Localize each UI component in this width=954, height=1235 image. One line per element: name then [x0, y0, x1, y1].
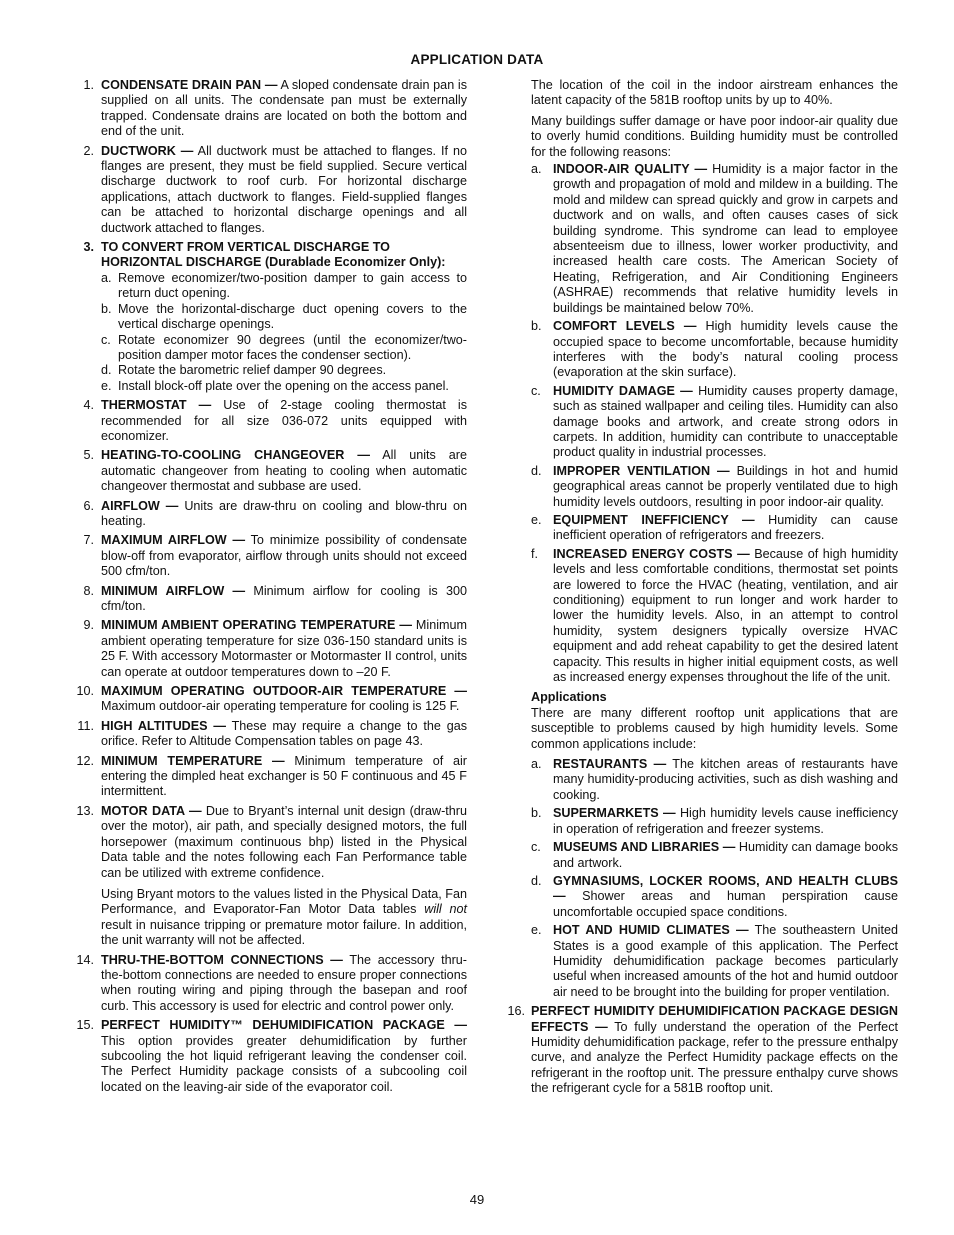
list-item: [70, 584, 467, 615]
sub-item-text: Rotate the barometric relief damper 90 degrees.: [118, 363, 387, 378]
item-text: Minimum ambient operating temperature for size 036-150 standard units is 25 F. With accessory Motormaster or Motormaster II control, units can operate at outdoor temperatures down to –20 F.: [101, 618, 467, 679]
item-heading: EQUIPMENT INEFFICIENCY —: [553, 512, 755, 527]
item-heading: PERFECT HUMIDITY DEHUMIDIFICATION PACKAGE DESIGN EFFECTS —: [531, 1004, 898, 1034]
item-heading: DUCTWORK —: [101, 143, 194, 158]
item-text: Humidity can cause inefficient operation of refrigerators and freezers.: [553, 512, 898, 543]
list-item: [70, 240, 467, 394]
item-number: 13.: [76, 803, 94, 818]
paragraph: There are many different rooftop unit applications that are susceptible to problems caused by high humidity levels. Some common applications include:: [531, 705, 898, 751]
item-heading: MINIMUM AIRFLOW —: [101, 583, 246, 598]
item-text: Humidity causes property damage, such as stained wallpaper and ceiling tiles. Humidity can also damage books and artwork, and create strong odors in carpets. In addition, humidity can contribute to unacceptable product quality in industrial processes.: [553, 383, 899, 460]
item-text: These may require a change to the gas orifice. Refer to Altitude Compensation tables on page 43.: [101, 718, 467, 749]
item-heading: MOTOR DATA —: [101, 803, 202, 818]
item-text: To minimize possibility of condensate blow-off from evaporator, airflow through units should not exceed 500 cfm/ton.: [101, 533, 467, 579]
item-number: 7.: [83, 533, 94, 548]
item-heading: HOT AND HUMID CLIMATES —: [553, 923, 749, 938]
item-number: 14.: [76, 952, 94, 967]
list-item: [531, 757, 898, 803]
item-letter: f.: [531, 546, 538, 561]
item-text: Because of high humidity levels and less comfortable conditions, thermostat set points are lowered to force the HVAC (heating, ventilation, and air conditioning) equipment to run longer and work harder to lower the humidity levels. Also, in an attempt to control humidity, system designers typically oversize HVAC equipment and add reheat capability to get the desired latent capacity. This results in higher initial equipment costs, as well as increased energy expenses throughout the life of the unit.: [553, 546, 898, 685]
list-item: [70, 398, 467, 444]
item-heading: MINIMUM AMBIENT OPERATING TEMPERATURE —: [101, 618, 412, 633]
list-item: [70, 499, 467, 530]
item-text: Minimum temperature of air entering the dimpled heat exchanger is 50 F continuous and 45 F intermittent.: [101, 753, 467, 799]
item-number: 2.: [83, 143, 94, 158]
list-item: [531, 513, 898, 544]
item-letter: d.: [531, 873, 542, 888]
item-text: Shower areas and human perspiration cause uncomfortable occupied space conditions.: [553, 889, 898, 919]
sub-item-text: Move the horizontal-discharge duct opening covers to the vertical discharge openings.: [118, 301, 467, 332]
sub-item: [101, 363, 467, 378]
item-text: Using Bryant motors to the values listed in the Physical Data, Fan Performance, and Evaporator-Fan Motor Data tables: [101, 886, 467, 917]
left-column: [70, 78, 467, 1099]
item-emphasis: will not: [424, 902, 467, 917]
item-text: A sloped condensate drain pan is supplied on all units. The condensate pan must be externally trapped. Condensate drains are located on both the bottom and end of the unit.: [101, 78, 467, 139]
item-text: This option provides greater dehumidification by further subcooling the hot liquid refrigerant leaving the condenser coil. The Perfect Humidity package consists of a subcooling coil located on the leaving-air side of the evaporator coil.: [101, 1033, 467, 1094]
sub-item: [101, 333, 467, 364]
item-heading: MAXIMUM OPERATING OUTDOOR-AIR TEMPERATURE —: [101, 684, 467, 699]
item-heading: RESTAURANTS —: [553, 757, 667, 772]
item-heading: MAXIMUM AIRFLOW —: [101, 533, 246, 548]
list-item: [70, 953, 467, 1015]
item-text: The accessory thru-the-bottom connections are needed to ensure proper connections when routing wiring and piping through the basepan and roof curb. This accessory is used for electric and control power only.: [101, 952, 467, 1013]
list-item: [70, 78, 467, 140]
item-number: 6.: [83, 498, 94, 513]
sub-item-text: Remove economizer/two-position damper to gain access to return duct opening.: [118, 270, 467, 301]
applications-list: [505, 757, 898, 1000]
reasons-list: [505, 162, 898, 685]
item-heading: INCREASED ENERGY COSTS —: [553, 546, 750, 561]
item-text: High humidity levels cause inefficiency in operation of refrigeration and freezer systems.: [553, 806, 899, 836]
item-text: Due to Bryant’s internal unit design (draw-thru over the motor), air path, and specially designed motors, the full horsepower (maximum continuous bhp) listed in the Physical Data table and the notes following each Fan Performance table can be utilized with extreme confidence.: [101, 803, 467, 880]
item-number: 3.: [83, 240, 94, 255]
item-heading: COMFORT LEVELS —: [553, 319, 697, 334]
list-item: [70, 684, 467, 715]
item-number: 11.: [77, 718, 94, 733]
item-text: result in nuisance tripping or premature motor failure. In addition, the unit warranty will not be affected.: [101, 917, 467, 948]
right-column: [505, 78, 898, 1101]
section-heading: Applications: [531, 690, 607, 705]
item-text: Units are draw-thru on cooling and blow-thru on heating.: [101, 498, 468, 528]
item-text: Humidity is a major factor in the growth and propagation of mold and mildew in a building. The mold and mildew can spread quickly and grow in carpets and ductwork and on walls, and often causes cases of sick building syndrome. This syndrome can lead to employee absenteeism due to illness, lower worker productivity, and increased health care costs. The American Society of Heating, Refrigeration, and Air Conditioning Engineers (ASHRAE) recommends that relative humidity levels in buildings be maintained below 70%.: [553, 162, 898, 315]
item-heading: GYMNASIUMS, LOCKER ROOMS, AND HEALTH CLUBS —: [553, 873, 898, 904]
list-item: [70, 754, 467, 800]
item-heading: PERFECT HUMIDITY™ DEHUMIDIFICATION PACKAGE —: [101, 1018, 467, 1033]
item-text: To fully understand the operation of the Perfect Humidity dehumidification package, refer to the pressure enthalpy curve, and analyze the Perfect Humidity package effects on the refrigerant in the rooftop unit. The pressure enthalpy curve shows the refrigerant cycle for a 581B rooftop unit.: [531, 1019, 898, 1096]
item-heading: HUMIDITY DAMAGE —: [553, 383, 693, 398]
item-letter: d.: [531, 463, 542, 478]
list-item: [531, 840, 898, 871]
sub-item-letter: b.: [101, 301, 112, 316]
sub-item: [101, 271, 467, 302]
item-text: Maximum outdoor-air operating temperature for cooling is 125 F.: [101, 699, 460, 714]
list-item: [531, 874, 898, 920]
sub-item-text: Install block-off plate over the opening on the access panel.: [118, 378, 449, 393]
item-number: 15.: [76, 1018, 94, 1033]
paragraph: The location of the coil in the indoor airstream enhances the latent capacity of the 581B rooftop units by up to 40%.: [531, 78, 898, 108]
sub-item-letter: d.: [101, 363, 112, 378]
item-number: 16.: [507, 1004, 525, 1019]
sub-item: [101, 379, 467, 394]
list-item: [70, 804, 467, 949]
list-item: [531, 319, 898, 381]
list-item: [531, 162, 898, 316]
item-text: All units are automatic changeover from heating to cooling when automatic changeover thermostat and subbase are used.: [101, 448, 467, 494]
item-letter: a.: [531, 757, 542, 772]
list-item: [531, 806, 898, 837]
item-number: 5.: [83, 448, 94, 463]
list-item: [70, 719, 467, 750]
item-heading: TO CONVERT FROM VERTICAL DISCHARGE TO HORIZONTAL DISCHARGE (Durablade Economizer Only):: [101, 240, 446, 270]
list-item: [505, 1004, 898, 1096]
list-item: [531, 464, 898, 510]
item-text: The kitchen areas of restaurants have many humidity-producing activities, such as dish washing and cooking.: [553, 757, 898, 802]
sub-item: [101, 302, 467, 333]
list-item: [70, 448, 467, 494]
item-text: Minimum airflow for cooling is 300 cfm/ton.: [101, 583, 467, 613]
sub-item-letter: c.: [101, 332, 111, 347]
list-item: [531, 384, 898, 461]
item-number: 9.: [83, 618, 94, 633]
item-text: The southeastern United States is a good example of this application. The Perfect Humidity dehumidification package becomes particularly useful when increased amounts of the hot and humid outdoor air need to be brought into the building for proper ventilation.: [553, 923, 898, 999]
item-heading: HEATING-TO-COOLING CHANGEOVER —: [101, 448, 370, 463]
page-title: APPLICATION DATA: [410, 52, 544, 67]
item-letter: b.: [531, 806, 542, 821]
item-heading: CONDENSATE DRAIN PAN —: [101, 78, 278, 92]
item-heading: MINIMUM TEMPERATURE —: [101, 753, 285, 768]
sub-item-text: Rotate economizer 90 degrees (until the economizer/two-position damper motor faces the condenser section).: [118, 332, 467, 362]
item-heading: THRU-THE-BOTTOM CONNECTIONS —: [101, 952, 343, 967]
item-letter: b.: [531, 319, 542, 334]
item-heading: SUPERMARKETS —: [553, 806, 676, 821]
sub-item-letter: a.: [101, 270, 112, 285]
paragraph: Many buildings suffer damage or have poor indoor-air quality due to overly humid conditions. Building humidity must be controlled for the following reasons:: [531, 113, 898, 159]
list-item: [70, 1018, 467, 1095]
item-number: 12.: [76, 753, 94, 768]
item-letter: c.: [531, 383, 541, 398]
item-letter: c.: [531, 840, 541, 855]
item-number: 1.: [83, 78, 94, 92]
item-text: All ductwork must be attached to flanges. If no flanges are present, they must be field supplied. Secure vertical discharge ductwork to roof curb. For horizontal discharge applications, attach ductwork to flanges. Field-supplied flanges can be attached to horizontal discharge openings and all ductwork attached to flanges.: [101, 143, 467, 235]
list-item: [70, 533, 467, 579]
page-number: 49: [469, 1192, 485, 1207]
item-letter: e.: [531, 923, 542, 938]
item-heading: INDOOR-AIR QUALITY —: [553, 162, 708, 177]
sub-item-letter: e.: [101, 378, 112, 393]
item-text: Buildings in hot and humid geographical areas cannot be properly ventilated due to high humidity levels outdoors, resulting in poor indoor-air quality.: [553, 463, 898, 509]
list-item: [531, 923, 898, 1000]
list-item: [70, 144, 467, 236]
item-heading: AIRFLOW —: [101, 498, 179, 513]
item-heading: IMPROPER VENTILATION —: [553, 463, 730, 478]
list-item: [531, 547, 898, 686]
list-item: [70, 618, 467, 680]
item-text: Use of 2-stage cooling thermostat is recommended for all size 036-072 units equipped with economizer.: [101, 398, 467, 443]
item-text: Humidity can damage books and artwork.: [553, 840, 898, 870]
item-heading: THERMOSTAT —: [101, 398, 212, 413]
item-letter: a.: [531, 162, 542, 177]
item-heading: MUSEUMS AND LIBRARIES —: [553, 840, 736, 855]
item-number: 8.: [83, 583, 94, 598]
item-number: 10.: [76, 684, 94, 699]
item-number: 4.: [83, 398, 94, 413]
item-text: High humidity levels cause the occupied space to become uncomfortable, because humidity interferes with the body’s natural cooling process (evaporation at the skin surface).: [553, 319, 898, 380]
item-paragraph: [101, 887, 467, 949]
item-heading: HIGH ALTITUDES —: [101, 718, 226, 733]
item-letter: e.: [531, 512, 542, 527]
